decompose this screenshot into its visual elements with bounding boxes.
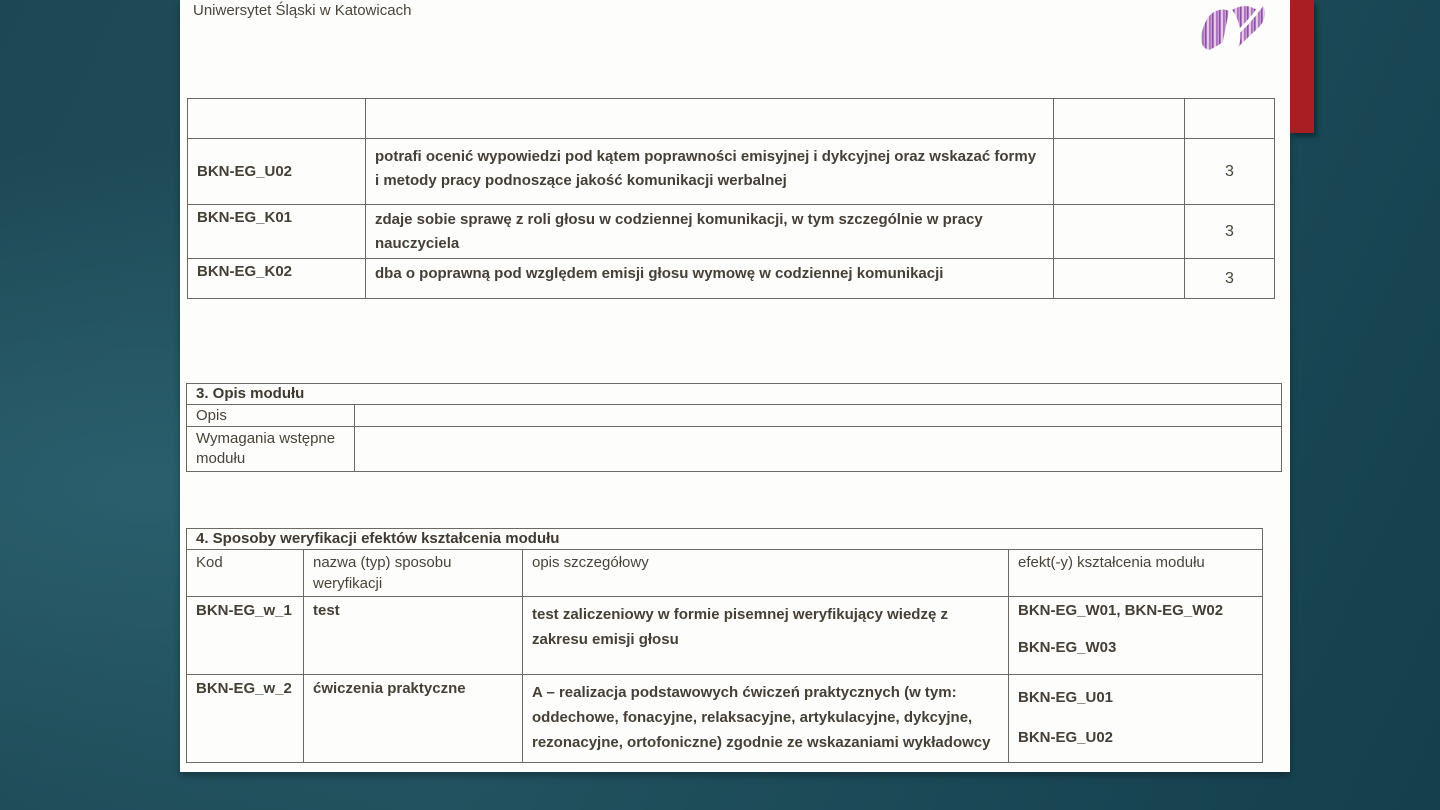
table-row bbox=[187, 675, 1263, 763]
verification-code: BKN-EG_w_1 bbox=[187, 597, 304, 675]
empty-cell bbox=[355, 405, 1282, 427]
table-row bbox=[188, 205, 1275, 259]
verification-type: test bbox=[304, 597, 523, 675]
column-header-kod: Kod bbox=[187, 550, 304, 597]
effect-code: BKN-EG_K01 bbox=[188, 205, 366, 259]
row-label: Opis bbox=[187, 405, 355, 427]
column-header-opis: opis szczegółowy bbox=[523, 550, 1009, 597]
empty-cell bbox=[366, 99, 1054, 139]
effect-ref: BKN-EG_U02 bbox=[1018, 729, 1114, 746]
effect-description: dba o poprawną pod względem emisji głosu wymowę w codziennej komunikacji bbox=[366, 259, 1054, 299]
verification-table bbox=[186, 528, 1263, 763]
effect-description: potrafi ocenić wypowiedzi pod kątem poprawności emisyjnej i dykcyjnej oraz wskazać formy i metody pracy podnoszące jakość komunikacji werbalnej bbox=[366, 139, 1054, 205]
effect-code: BKN-EG_U02 bbox=[188, 139, 366, 205]
section-title: 4. Sposoby weryfikacji efektów kształcenia modułu bbox=[187, 529, 1263, 550]
table-row bbox=[188, 99, 1275, 139]
table-row bbox=[187, 427, 1282, 472]
document-page bbox=[180, 0, 1290, 772]
empty-cell bbox=[1185, 99, 1275, 139]
empty-cell bbox=[1054, 259, 1185, 299]
effect-code: BKN-EG_K02 bbox=[188, 259, 366, 299]
effect-ref: BKN-EG_W03 bbox=[1018, 639, 1117, 656]
column-header-efekty: efekt(-y) kształcenia modułu bbox=[1009, 550, 1263, 597]
table-row bbox=[188, 139, 1275, 205]
empty-cell bbox=[355, 427, 1282, 472]
table-row bbox=[187, 597, 1263, 675]
verification-effects bbox=[1009, 675, 1263, 763]
table-header-row bbox=[187, 550, 1263, 597]
row-label: Wymagania wstępne modułu bbox=[187, 427, 355, 472]
module-description-table bbox=[186, 383, 1282, 472]
verification-code: BKN-EG_w_2 bbox=[187, 675, 304, 763]
effect-points: 3 bbox=[1185, 259, 1275, 299]
verification-type: ćwiczenia praktyczne bbox=[304, 675, 523, 763]
university-header: Uniwersytet Śląski w Katowicach bbox=[193, 2, 412, 19]
empty-cell bbox=[1054, 99, 1185, 139]
effect-ref: BKN-EG_U01 bbox=[1018, 689, 1114, 706]
effect-description: zdaje sobie sprawę z roli głosu w codziennej komunikacji, w tym szczególnie w pracy nauczyciela bbox=[366, 205, 1054, 259]
table-row bbox=[187, 405, 1282, 427]
table-row bbox=[187, 384, 1282, 405]
verification-description: A – realizacja podstawowych ćwiczeń praktycznych (w tym: oddechowe, fonacyjne, relaksacyjne, artykulacyjne, dykcyjne, rezonacyjne, ortofoniczne) zgodnie ze wskazaniami wykładowcy bbox=[523, 675, 1009, 763]
empty-cell bbox=[1054, 139, 1185, 205]
section-title: 3. Opis modułu bbox=[187, 384, 1282, 405]
empty-cell bbox=[188, 99, 366, 139]
effect-points: 3 bbox=[1185, 139, 1275, 205]
table-row bbox=[187, 529, 1263, 550]
verification-description: test zaliczeniowy w formie pisemnej weryfikujący wiedzę z zakresu emisji głosu bbox=[523, 597, 1009, 675]
red-accent-bar bbox=[1290, 0, 1314, 133]
effects-table bbox=[187, 98, 1275, 299]
column-header-nazwa: nazwa (typ) sposobu weryfikacji bbox=[304, 550, 523, 597]
effect-ref: BKN-EG_W01, BKN-EG_W02 bbox=[1018, 602, 1224, 619]
university-logo-icon bbox=[1198, 4, 1272, 60]
empty-cell bbox=[1054, 205, 1185, 259]
verification-effects bbox=[1009, 597, 1263, 675]
effect-points: 3 bbox=[1185, 205, 1275, 259]
table-row bbox=[188, 259, 1275, 299]
